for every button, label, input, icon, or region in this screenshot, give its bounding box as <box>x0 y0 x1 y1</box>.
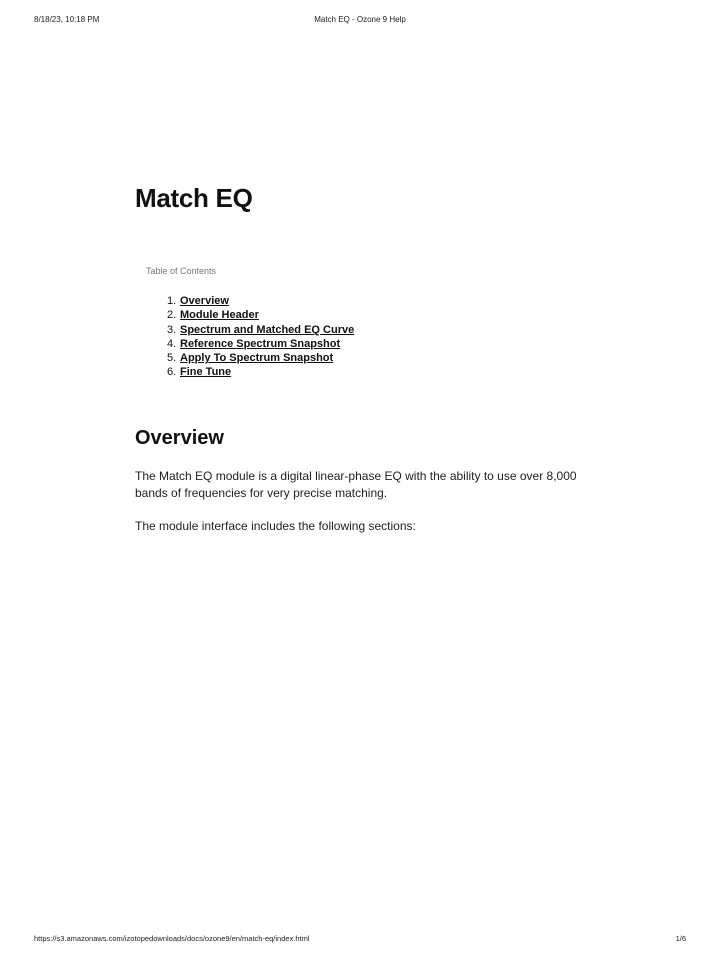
toc-item-number: 2. <box>167 309 177 322</box>
toc-item-number: 1. <box>167 295 177 307</box>
toc-item-number: 4. <box>167 337 177 350</box>
toc-item <box>167 351 595 365</box>
overview-paragraph: The Match EQ module is a digital linear-phase EQ with the ability to use over 8,000 bands of frequencies for very precise matching. <box>135 468 577 500</box>
toc-item <box>167 365 595 379</box>
toc-link-overview[interactable]: Overview <box>180 295 229 307</box>
toc-link-reference-spectrum-snapshot[interactable]: Reference Spectrum Snapshot <box>180 337 341 350</box>
toc-item-number: 3. <box>167 323 177 336</box>
toc-link-apply-to-spectrum-snapshot[interactable]: Apply To Spectrum Snapshot <box>180 352 334 365</box>
page-title: Match EQ <box>135 183 253 213</box>
overview-paragraph: The module interface includes the following sections: <box>135 518 416 533</box>
print-footer <box>34 934 686 946</box>
toc-item <box>167 294 595 308</box>
toc-item <box>167 337 595 351</box>
toc-link-fine-tune[interactable]: Fine Tune <box>180 366 232 379</box>
toc-item <box>167 323 595 337</box>
toc-item <box>167 308 595 322</box>
toc-list <box>167 294 595 380</box>
print-page-title: Match EQ - Ozone 9 Help <box>314 15 406 24</box>
toc-label: Table of Contents <box>146 266 217 276</box>
toc-item-number: 6. <box>167 366 177 379</box>
article-content <box>135 180 595 535</box>
toc-link-spectrum-matched-eq-curve[interactable]: Spectrum and Matched EQ Curve <box>180 323 355 336</box>
print-page-number: 1/6 <box>675 934 686 943</box>
toc-link-module-header[interactable]: Module Header <box>180 309 259 322</box>
overview-heading: Overview <box>135 426 224 449</box>
print-header <box>34 15 686 29</box>
print-source-url: https://s3.amazonaws.com/izotopedownloads/docs/ozone9/en/match-eq/index.html <box>34 934 310 943</box>
table-of-contents <box>135 264 595 380</box>
toc-item-number: 5. <box>167 352 177 365</box>
print-datetime: 8/18/23, 10:18 PM <box>34 15 100 24</box>
